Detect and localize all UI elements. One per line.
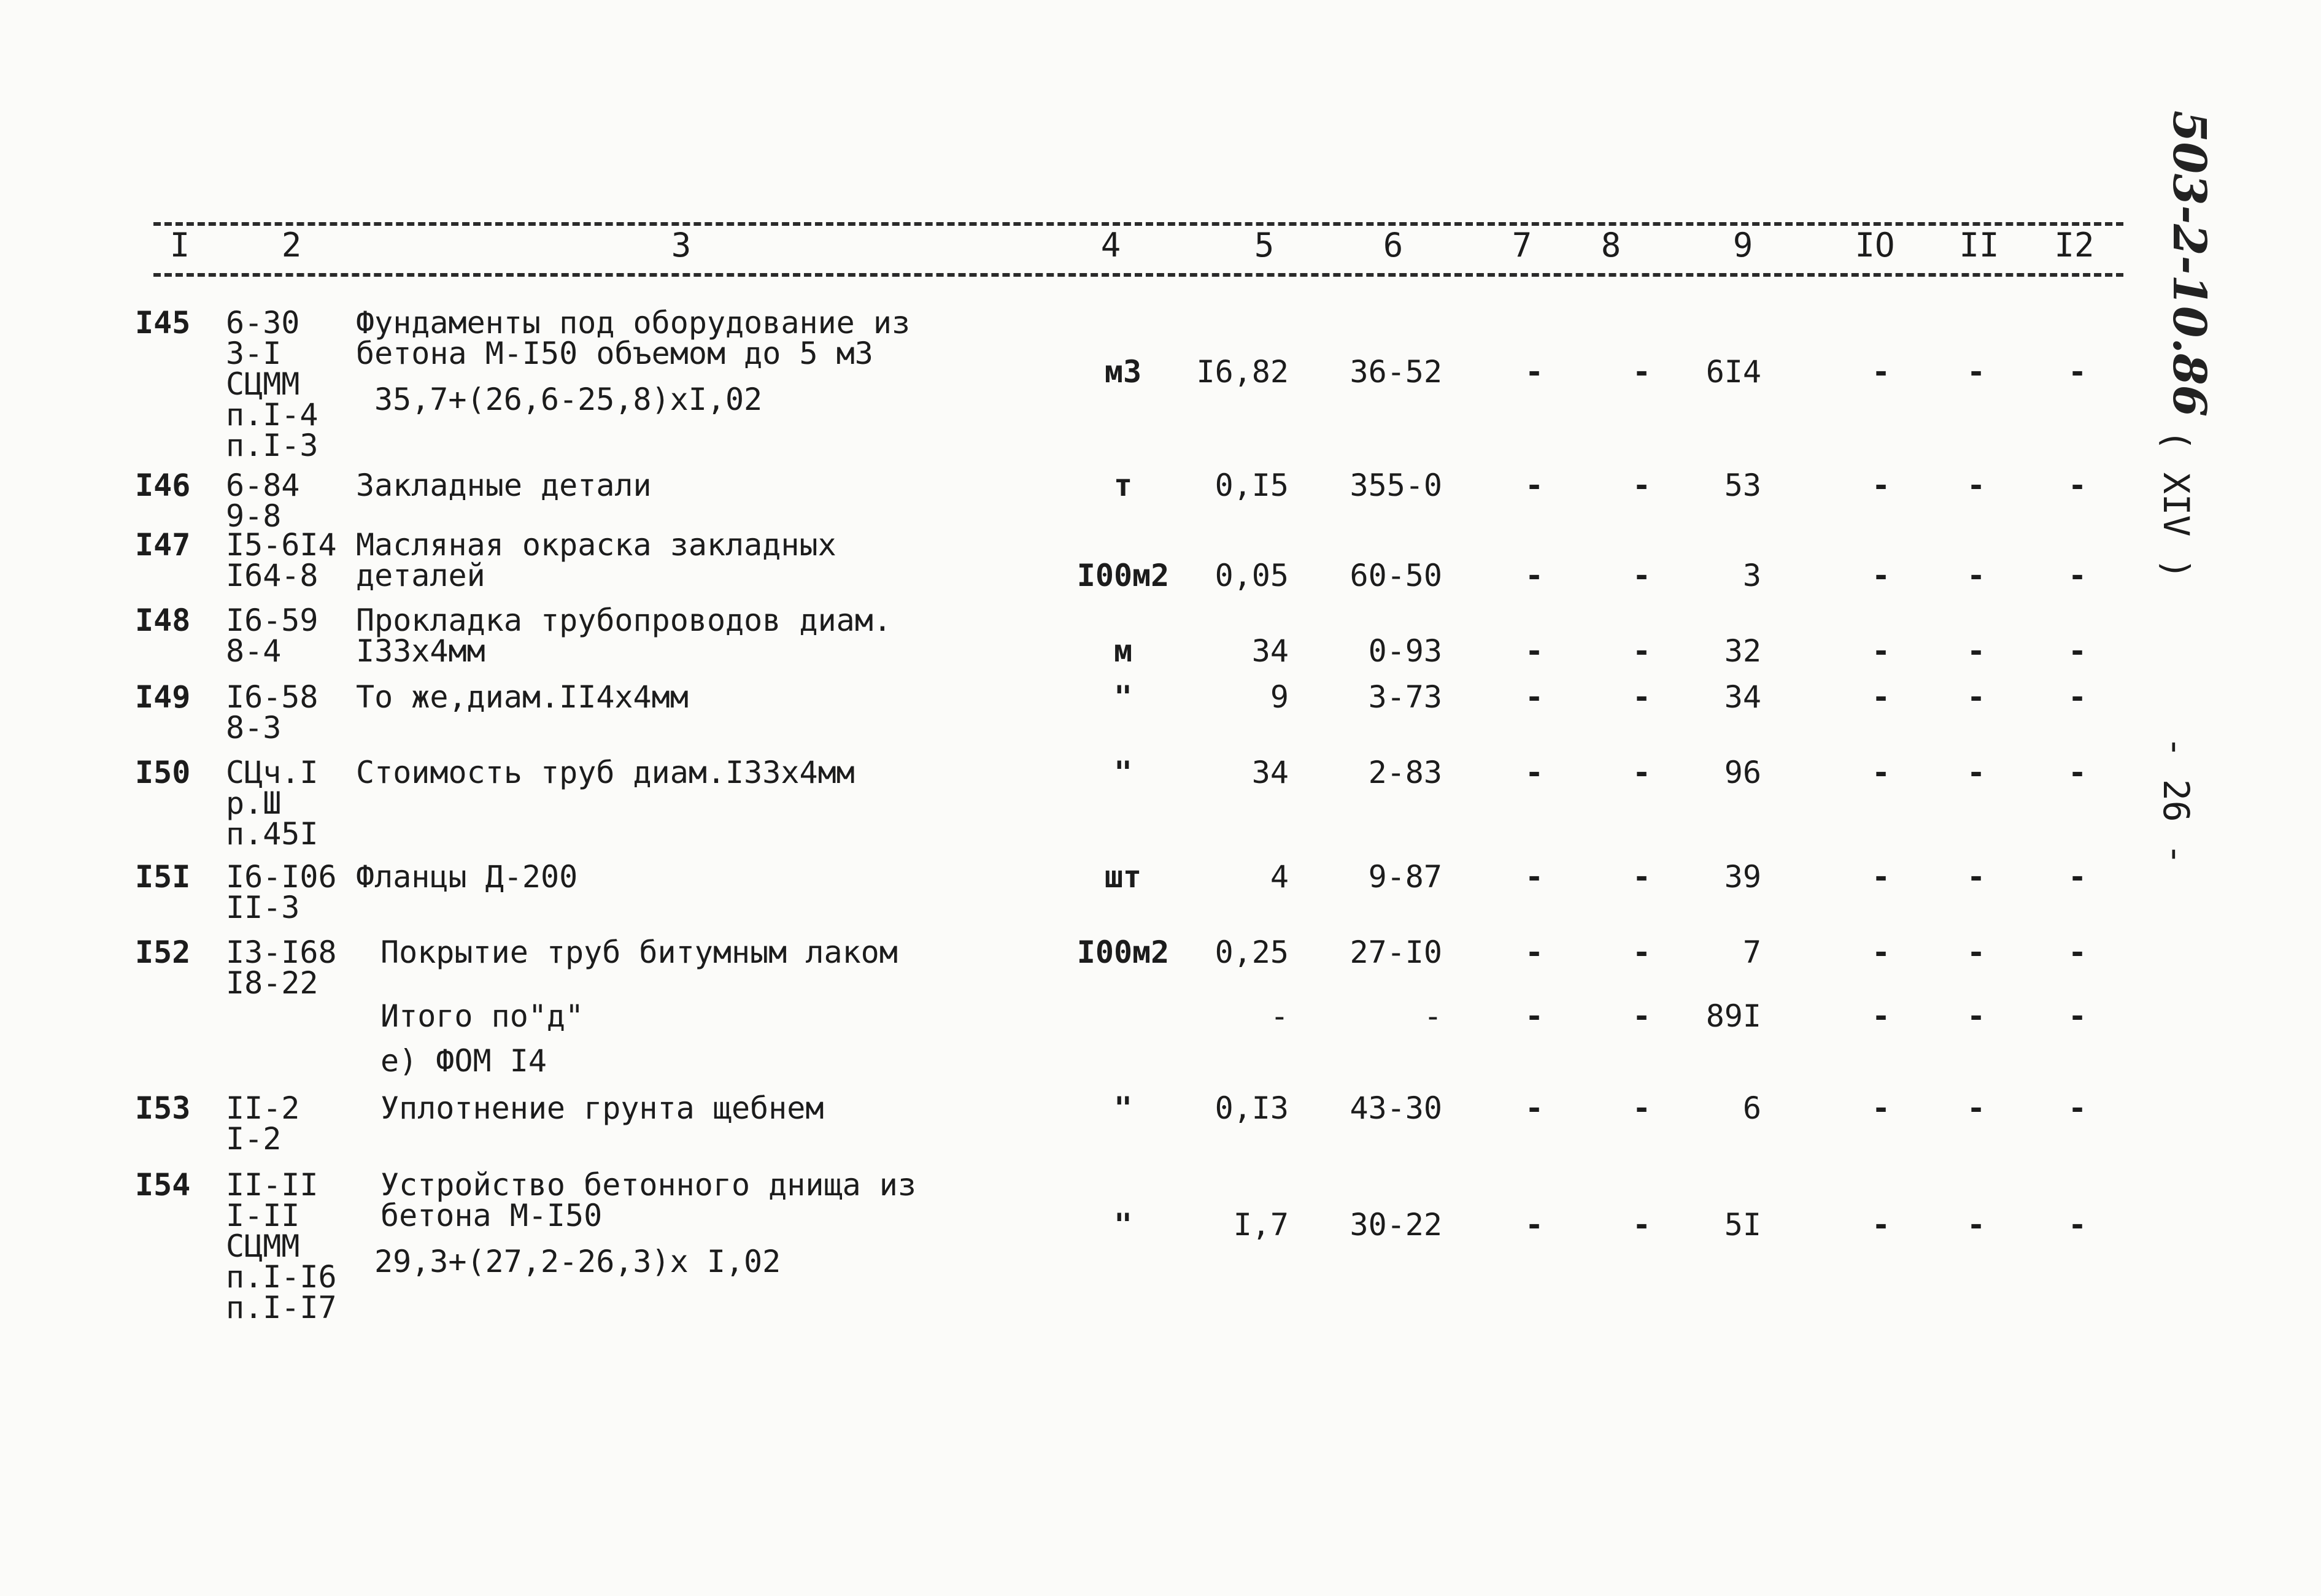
cell-c7: - [1524, 755, 1544, 790]
top-rule [153, 222, 2123, 226]
quantity: I6,82 [1196, 354, 1289, 390]
cell-c12: - [2068, 679, 2087, 715]
album-number: ( XIV ) [2155, 430, 2197, 580]
quantity: I,7 [1233, 1207, 1289, 1243]
cell-c8: - [1632, 755, 1651, 790]
cell-c9: 53 [1724, 468, 1761, 503]
cell-c9: 32 [1724, 633, 1761, 669]
work-description: Прокладка трубопроводов диам. [356, 603, 892, 638]
unit-price: 30-22 [1350, 1207, 1442, 1243]
column-header: 9 [1732, 226, 1753, 264]
unit: т [1113, 468, 1133, 503]
cell-c11: - [1966, 558, 1986, 593]
page-number: - 26 - [2155, 736, 2197, 865]
norm-code: 6-84 [226, 468, 300, 503]
norm-code: п.45I [226, 816, 319, 852]
cell-c9: 7 [1742, 935, 1761, 970]
cell-c8: - [1632, 1207, 1651, 1243]
norm-code: II-2 [226, 1090, 300, 1126]
cell-c11: - [1966, 935, 1986, 970]
unit-price: 60-50 [1350, 558, 1442, 593]
row-number: I54 [135, 1167, 191, 1203]
work-description: Фланцы Д-200 [356, 859, 578, 895]
cell-c10: - [1871, 558, 1891, 593]
row-number: I5I [135, 859, 191, 895]
cell-c9: 3 [1742, 558, 1761, 593]
unit-price: 9-87 [1368, 859, 1442, 895]
cell-c10: - [1871, 633, 1891, 669]
norm-code: п.I-I6 [226, 1259, 337, 1295]
cell-c8: - [1632, 998, 1651, 1034]
norm-code: СЦч.I [226, 755, 319, 790]
cell-c12: - [2068, 755, 2087, 790]
norm-code: I64-8 [226, 558, 319, 593]
column-header: IO [1855, 226, 1895, 264]
cell-c12: - [2068, 859, 2087, 895]
cell-c8: - [1632, 354, 1651, 390]
norm-code: 9-8 [226, 498, 282, 534]
norm-code: I6-58 [226, 679, 319, 715]
norm-code: 8-3 [226, 710, 282, 746]
unit-price: 3-73 [1368, 679, 1442, 715]
work-description: Закладные детали [356, 468, 652, 503]
column-header: I [169, 226, 190, 264]
cell-c9: 5I [1724, 1207, 1761, 1243]
column-header: 2 [281, 226, 302, 264]
cell-c11: - [1966, 1207, 1986, 1243]
cell-c10: - [1871, 935, 1891, 970]
cell-c11: - [1966, 679, 1986, 715]
work-description: бетона М-I50 объемом до 5 м3 [356, 336, 873, 371]
cell-c7: - [1524, 1090, 1544, 1126]
quantity: 0,I3 [1215, 1090, 1289, 1126]
unit-price: 0-93 [1368, 633, 1442, 669]
work-description: Итого по"д" [380, 998, 584, 1034]
column-header: 6 [1383, 226, 1404, 264]
cell-c11: - [1966, 633, 1986, 669]
column-header: 5 [1254, 226, 1275, 264]
cell-c8: - [1632, 468, 1651, 503]
row-number: I48 [135, 603, 191, 638]
quantity: - [1270, 998, 1289, 1034]
cell-c11: - [1966, 354, 1986, 390]
column-header: 4 [1100, 226, 1121, 264]
row-number: I47 [135, 527, 191, 563]
work-description: Уплотнение грунта щебнем [380, 1090, 824, 1126]
cell-c9: 6I4 [1705, 354, 1761, 390]
norm-code: СЦММ [226, 366, 300, 402]
quantity: 0,05 [1215, 558, 1289, 593]
cell-c7: - [1524, 935, 1544, 970]
column-header: II [1959, 226, 1999, 264]
volume-formula: 29,3+(27,2-26,3)х I,02 [374, 1244, 781, 1279]
row-number: I46 [135, 468, 191, 503]
unit: " [1113, 1090, 1133, 1126]
cell-c9: 96 [1724, 755, 1761, 790]
header-rule [153, 273, 2123, 277]
cell-c7: - [1524, 354, 1544, 390]
cell-c8: - [1632, 558, 1651, 593]
norm-code: р.Ш [226, 785, 282, 821]
cell-c10: - [1871, 679, 1891, 715]
norm-code: I-II [226, 1198, 300, 1233]
work-description: Масляная окраска закладных [356, 527, 836, 563]
cell-c12: - [2068, 1207, 2087, 1243]
norm-code: п.I-3 [226, 428, 319, 463]
cell-c11: - [1966, 1090, 1986, 1126]
work-description: Фундаменты под оборудование из [356, 305, 911, 341]
column-header: 8 [1601, 226, 1621, 264]
norm-code: I6-I06 [226, 859, 337, 895]
cell-c7: - [1524, 633, 1544, 669]
cell-c10: - [1871, 468, 1891, 503]
row-number: I52 [135, 935, 191, 970]
norm-code: I-2 [226, 1121, 282, 1157]
norm-code: п.I-I7 [226, 1290, 337, 1325]
cell-c9: 34 [1724, 679, 1761, 715]
unit-price: 43-30 [1350, 1090, 1442, 1126]
cell-c11: - [1966, 468, 1986, 503]
norm-code: п.I-4 [226, 397, 319, 433]
quantity: 34 [1251, 633, 1289, 669]
unit-price: - [1423, 998, 1442, 1034]
quantity: 34 [1251, 755, 1289, 790]
work-description: I33х4мм [356, 633, 485, 669]
column-header: 3 [671, 226, 692, 264]
cell-c7: - [1524, 679, 1544, 715]
document-number: 503-2-10.86 [2163, 110, 2215, 417]
work-description: Стоимость труб диам.I33х4мм [356, 755, 855, 790]
cell-c9: 89I [1705, 998, 1761, 1034]
norm-code: I5-6I4 [226, 527, 337, 563]
cell-c7: - [1524, 468, 1544, 503]
cell-c7: - [1524, 859, 1544, 895]
cell-c8: - [1632, 1090, 1651, 1126]
cell-c8: - [1632, 679, 1651, 715]
unit-price: 2-83 [1368, 755, 1442, 790]
cell-c8: - [1632, 633, 1651, 669]
column-header: 7 [1512, 226, 1532, 264]
cell-c10: - [1871, 859, 1891, 895]
cell-c7: - [1524, 1207, 1544, 1243]
row-number: I45 [135, 305, 191, 341]
unit: м3 [1104, 354, 1142, 390]
unit: " [1113, 1207, 1133, 1243]
work-description: Покрытие труб битумным лаком [380, 935, 898, 970]
cell-c12: - [2068, 354, 2087, 390]
unit-price: 27-I0 [1350, 935, 1442, 970]
work-description: деталей [356, 558, 485, 593]
unit: I00м2 [1076, 935, 1170, 970]
norm-code: II-II [226, 1167, 319, 1203]
norm-code: I6-59 [226, 603, 319, 638]
cell-c11: - [1966, 859, 1986, 895]
quantity: 9 [1270, 679, 1289, 715]
cell-c7: - [1524, 558, 1544, 593]
unit-price: 36-52 [1350, 354, 1442, 390]
unit-price: 355-0 [1350, 468, 1442, 503]
quantity: 0,I5 [1215, 468, 1289, 503]
cell-c9: 39 [1724, 859, 1761, 895]
cell-c10: - [1871, 1090, 1891, 1126]
unit: шт [1104, 859, 1142, 895]
cell-c11: - [1966, 998, 1986, 1034]
cell-c8: - [1632, 935, 1651, 970]
unit: I00м2 [1076, 558, 1170, 593]
cell-c12: - [2068, 1090, 2087, 1126]
quantity: 0,25 [1215, 935, 1289, 970]
unit: " [1113, 679, 1133, 715]
unit: " [1113, 755, 1133, 790]
cell-c9: 6 [1742, 1090, 1761, 1126]
cell-c10: - [1871, 755, 1891, 790]
work-description: бетона М-I50 [380, 1198, 603, 1233]
norm-code: I8-22 [226, 965, 319, 1001]
work-description: е) ФОМ I4 [380, 1043, 547, 1079]
cell-c12: - [2068, 468, 2087, 503]
cell-c10: - [1871, 354, 1891, 390]
row-number: I53 [135, 1090, 191, 1126]
column-header: I2 [2054, 226, 2095, 264]
cell-c12: - [2068, 935, 2087, 970]
cell-c8: - [1632, 859, 1651, 895]
norm-code: 8-4 [226, 633, 282, 669]
cell-c10: - [1871, 998, 1891, 1034]
norm-code: СЦММ [226, 1228, 300, 1264]
cell-c12: - [2068, 558, 2087, 593]
cell-c11: - [1966, 755, 1986, 790]
row-number: I50 [135, 755, 191, 790]
norm-code: 3-I [226, 336, 282, 371]
cell-c7: - [1524, 998, 1544, 1034]
row-number: I49 [135, 679, 191, 715]
volume-formula: 35,7+(26,6-25,8)хI,02 [374, 382, 763, 417]
norm-code: 6-30 [226, 305, 300, 341]
cell-c10: - [1871, 1207, 1891, 1243]
work-description: То же,диам.II4х4мм [356, 679, 689, 715]
unit: м [1113, 633, 1133, 669]
quantity: 4 [1270, 859, 1289, 895]
norm-code: II-3 [226, 890, 300, 925]
cell-c12: - [2068, 633, 2087, 669]
norm-code: I3-I68 [226, 935, 337, 970]
work-description: Устройство бетонного днища из [380, 1167, 916, 1203]
cell-c12: - [2068, 998, 2087, 1034]
